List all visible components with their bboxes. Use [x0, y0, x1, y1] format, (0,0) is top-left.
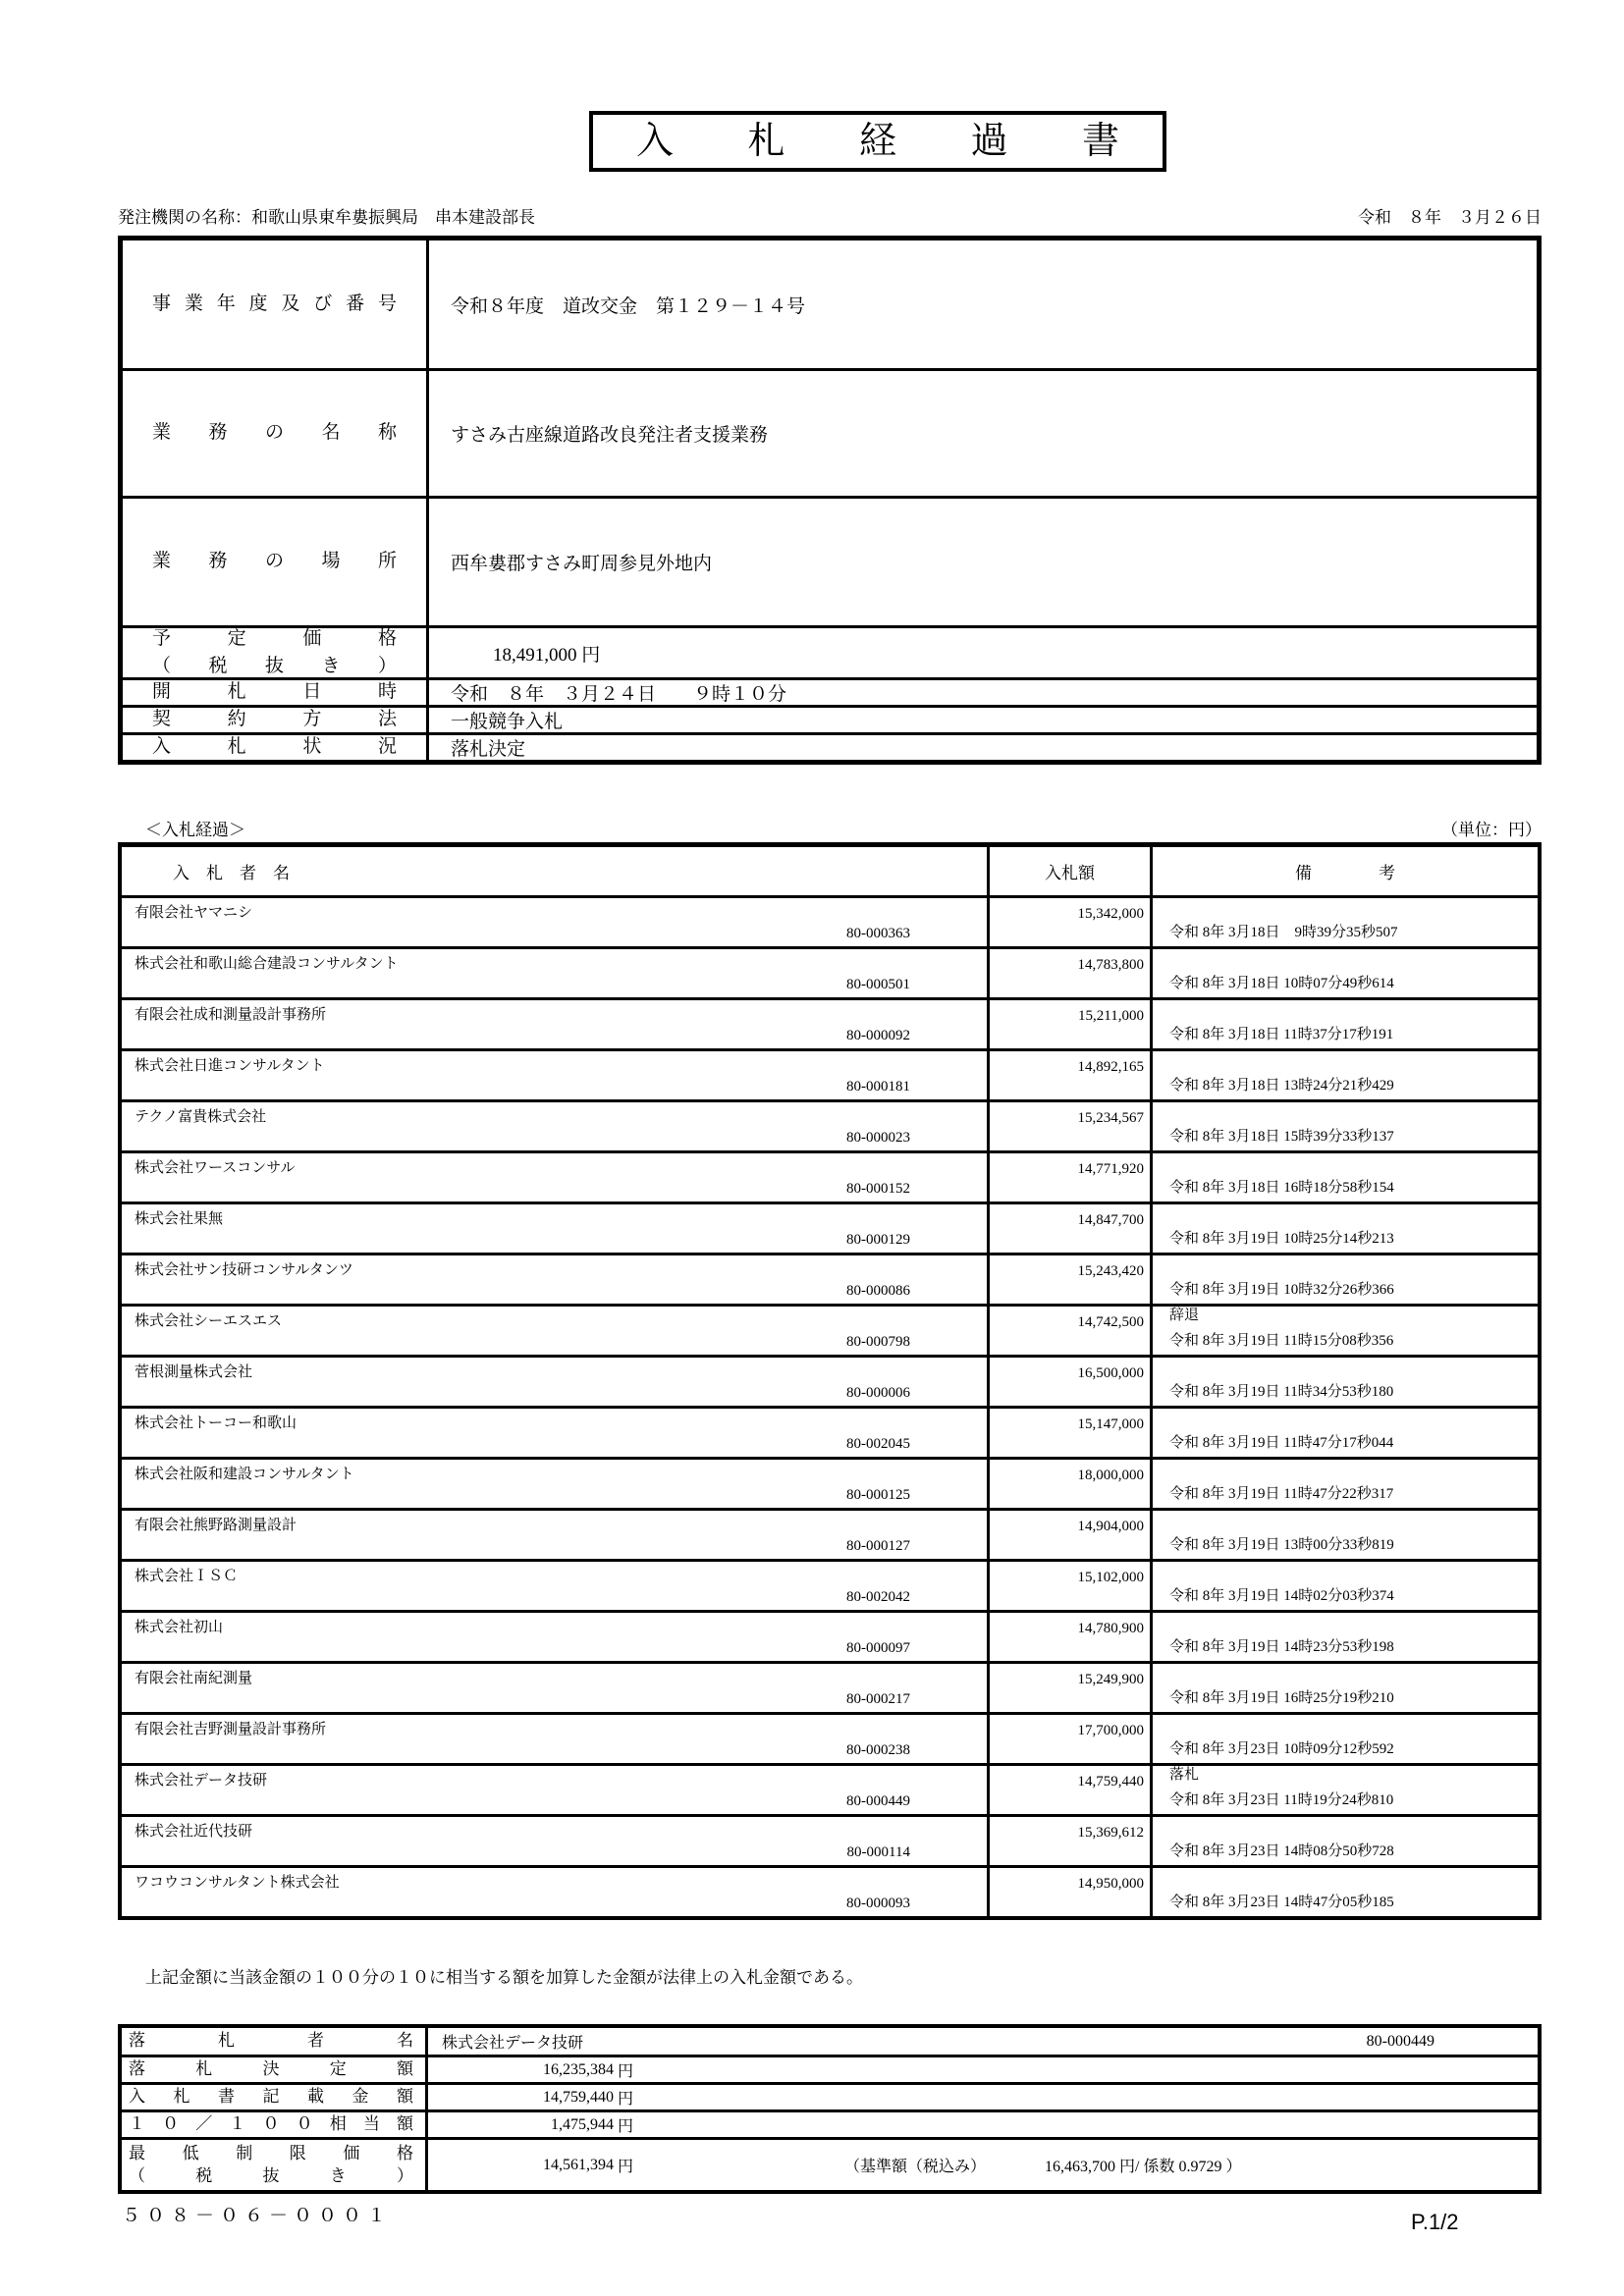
info-value: 一般競争入札 [451, 712, 564, 732]
bid-amount: 15,249,900 [990, 1664, 1153, 1712]
bid-amount: 18,000,000 [990, 1460, 1153, 1508]
bid-table-row [122, 1865, 1538, 1916]
summary-row-decision-amount [122, 2055, 1538, 2082]
summary-row-winner [122, 2028, 1538, 2055]
page-number: P.1/2 [1411, 2210, 1459, 2234]
bidder-code: 80-002045 [846, 1436, 910, 1452]
bidder-name: 株式会社和歌山総合建設コンサルタント [135, 956, 399, 972]
bidder-name: 株式会社サン技研コンサルタンツ [135, 1262, 353, 1278]
bidder-name: 株式会社日進コンサルタント [135, 1058, 325, 1074]
bid-datetime: 令和 8年 3月18日 15時39分33秒137 [1169, 1129, 1394, 1145]
bid-amount: 14,742,500 [990, 1307, 1153, 1355]
award-summary-table [118, 2024, 1542, 2194]
bid-table-row [122, 1814, 1538, 1865]
bidder-code: 80-000238 [846, 1742, 910, 1758]
info-value: すさみ古座線道路改良発注者支援業務 [451, 425, 769, 446]
summary-label-sub: （ 税 抜 き ） [129, 2165, 413, 2185]
bid-table-row [122, 1253, 1538, 1304]
document-code: ５０８－０６－０００１ [122, 2206, 393, 2226]
bid-amount: 15,147,000 [990, 1409, 1153, 1457]
bidder-code: 80-000093 [846, 1896, 910, 1911]
remark-note: 落札 [1169, 1767, 1200, 1783]
bid-amount: 14,950,000 [990, 1868, 1153, 1916]
bidder-name: 有限会社熊野路測量設計 [135, 1518, 298, 1533]
bid-amount: 14,904,000 [990, 1511, 1153, 1559]
bid-table-row [122, 946, 1538, 997]
bidder-code: 80-000501 [846, 977, 910, 992]
bid-datetime: 令和 8年 3月23日 11時19分24秒810 [1169, 1792, 1394, 1808]
col-header-bidder-name: 入 札 者 名 [122, 847, 990, 895]
bid-amount: 14,892,165 [990, 1051, 1153, 1099]
bid-table-row [122, 1559, 1538, 1610]
bidder-code: 80-000798 [846, 1334, 910, 1350]
bidder-name: 株式会社シーエスエス [135, 1313, 283, 1329]
bid-table-row [122, 895, 1538, 946]
bid-amount: 14,847,700 [990, 1204, 1153, 1253]
bid-table-row [122, 1712, 1538, 1763]
bidder-name: 有限会社成和測量設計事務所 [135, 1007, 327, 1023]
bidder-name: ワコウコンサルタント株式会社 [135, 1875, 340, 1891]
unit-yen: 円 [618, 2118, 634, 2135]
info-row-opening-datetime [123, 677, 1537, 705]
bidder-name: 有限会社南紀測量 [135, 1671, 253, 1686]
bid-datetime: 令和 8年 3月18日 16時18分58秒154 [1169, 1180, 1394, 1196]
bid-table-header [122, 847, 1538, 895]
summary-row-minimum-price [122, 2137, 1538, 2190]
info-row-project-number [123, 240, 1537, 368]
bid-datetime: 令和 8年 3月19日 11時15分08秒356 [1169, 1333, 1394, 1349]
bidder-name: 菅根測量株式会社 [135, 1364, 253, 1380]
bid-amount: 15,342,000 [990, 898, 1153, 946]
info-label: 開 札 日 時 [152, 681, 397, 703]
col-header-remark: 備 考 [1295, 864, 1395, 882]
summary-label: 落 札 決 定 額 [129, 2059, 413, 2079]
bid-section-heading: ＜入札経過＞ [145, 821, 245, 839]
bid-datetime: 令和 8年 3月19日 11時34分53秒180 [1169, 1384, 1394, 1400]
bid-table-row [122, 1150, 1538, 1201]
bidder-name: 株式会社果無 [135, 1211, 224, 1227]
bid-amount: 14,780,900 [990, 1613, 1153, 1661]
info-value: 西牟婁郡すさみ町周参見外地内 [451, 554, 713, 574]
base-amount-value: 16,463,700 円/ 係数 0.9729 ） [1045, 2159, 1242, 2175]
bid-datetime: 令和 8年 3月19日 11時47分17秒044 [1169, 1435, 1394, 1451]
bid-datetime: 令和 8年 3月19日 11時47分22秒317 [1169, 1486, 1394, 1502]
bid-table-row [122, 1508, 1538, 1559]
bid-datetime: 令和 8年 3月19日 13時00分33秒819 [1169, 1537, 1394, 1553]
bid-amount: 17,700,000 [990, 1715, 1153, 1763]
bidder-code: 80-000217 [846, 1691, 910, 1707]
bid-table-body [122, 895, 1538, 1916]
bidder-name: 株式会社初山 [135, 1620, 224, 1635]
bid-table-row [122, 1457, 1538, 1508]
bid-amount: 14,771,920 [990, 1153, 1153, 1201]
bid-table-row [122, 1048, 1538, 1099]
issuer-name: 発注機関の名称：和歌山県東牟婁振興局 串本建設部長 [118, 208, 535, 227]
summary-label: 最 低 制 限 価 格 [129, 2143, 413, 2163]
minimum-price-amount: 14,561,394 [543, 2156, 614, 2173]
unit-note: （単位：円） [1441, 821, 1542, 839]
bidder-code: 80-000152 [846, 1181, 910, 1197]
bid-amount: 15,243,420 [990, 1255, 1153, 1304]
info-label: 事 業 年 度 及 び 番 号 [152, 293, 397, 314]
bid-datetime: 令和 8年 3月19日 10時32分26秒366 [1169, 1282, 1394, 1298]
bid-datetime: 令和 8年 3月18日 11時37分17秒191 [1169, 1027, 1394, 1042]
bid-amount: 15,369,612 [990, 1817, 1153, 1865]
bid-table [118, 842, 1542, 1920]
bid-datetime: 令和 8年 3月18日 9時39分35秒507 [1169, 925, 1398, 940]
bidder-name: 株式会社ＩＳＣ [135, 1569, 239, 1584]
winner-name: 株式会社データ技研 [442, 2035, 584, 2052]
info-row-project-location [123, 496, 1537, 625]
winner-code: 80-000449 [1366, 2032, 1435, 2050]
bid-datetime: 令和 8年 3月18日 13時24分21秒429 [1169, 1078, 1394, 1094]
unit-yen: 円 [618, 2063, 634, 2080]
bid-table-row [122, 1763, 1538, 1814]
bid-table-row [122, 1661, 1538, 1712]
bid-datetime: 令和 8年 3月18日 10時07分49秒614 [1169, 976, 1394, 991]
info-label: 業 務 の 名 称 [152, 422, 397, 444]
info-value: 落札決定 [451, 739, 526, 760]
written-amount: 14,759,440 [543, 2088, 614, 2106]
bidder-code: 80-000006 [846, 1385, 910, 1401]
bidder-code: 80-002042 [846, 1589, 910, 1605]
bid-datetime: 令和 8年 3月23日 10時09分12秒592 [1169, 1741, 1394, 1757]
bid-section-heading-row [118, 816, 1542, 840]
bid-datetime: 令和 8年 3月23日 14時08分50秒728 [1169, 1843, 1394, 1859]
decision-amount: 16,235,384 [543, 2060, 614, 2078]
bid-datetime: 令和 8年 3月19日 16時25分19秒210 [1169, 1690, 1394, 1706]
project-info-table [118, 236, 1542, 765]
base-amount-label: （基準額（税込み） [844, 2159, 987, 2175]
bidder-name: 株式会社阪和建設コンサルタント [135, 1467, 354, 1482]
info-value: 令和８年度 道改交金 第１２９－１４号 [451, 295, 806, 317]
bidder-code: 80-000023 [846, 1130, 910, 1146]
bidder-code: 80-000449 [846, 1793, 910, 1809]
remark-note: 辞退 [1169, 1308, 1200, 1323]
bid-amount: 15,211,000 [990, 1000, 1153, 1048]
bidder-code: 80-000181 [846, 1079, 910, 1095]
info-label: 予 定 価 格 [152, 627, 397, 649]
bid-amount: 14,759,440 [990, 1766, 1153, 1814]
bidder-code: 80-000125 [846, 1487, 910, 1503]
bidder-name: 株式会社近代技研 [135, 1824, 253, 1840]
bidder-name: 株式会社トーコー和歌山 [135, 1415, 298, 1431]
summary-label: １ ０ ／ １ ０ ０ 相 当 額 [129, 2114, 413, 2134]
bidder-code: 80-000086 [846, 1283, 910, 1299]
col-header-bid-amount: 入札額 [990, 847, 1153, 895]
bidder-code: 80-000129 [846, 1232, 910, 1248]
document-title-box [589, 111, 1166, 172]
info-label-sub: （ 税 抜 き ） [152, 656, 397, 676]
summary-label: 落 札 者 名 [129, 2031, 413, 2051]
bid-table-row [122, 1304, 1538, 1355]
bid-datetime: 令和 8年 3月19日 10時25分14秒213 [1169, 1231, 1394, 1247]
summary-label: 入 札 書 記 載 金 額 [129, 2087, 413, 2107]
info-label: 契 約 方 法 [152, 709, 397, 730]
bid-table-row [122, 1201, 1538, 1253]
info-row-bid-status [123, 732, 1537, 760]
bidder-name: 株式会社ワースコンサル [135, 1160, 296, 1176]
bid-datetime: 令和 8年 3月23日 14時47分05秒185 [1169, 1895, 1394, 1910]
bid-table-row [122, 1099, 1538, 1150]
info-row-project-name [123, 368, 1537, 496]
document-date: 令和 ８年 ３月２６日 [1358, 208, 1542, 227]
unit-yen: 円 [618, 2159, 634, 2175]
bidder-code: 80-000363 [846, 926, 910, 941]
bid-table-row [122, 997, 1538, 1048]
bid-amount: 15,102,000 [990, 1562, 1153, 1610]
bid-datetime: 令和 8年 3月19日 14時23分53秒198 [1169, 1639, 1394, 1655]
bidder-name: 有限会社吉野測量設計事務所 [135, 1722, 327, 1737]
bid-amount: 16,500,000 [990, 1358, 1153, 1406]
ten-per-hundred-amount: 1,475,944 [551, 2115, 614, 2133]
bidder-name: テクノ富貴株式会社 [135, 1109, 267, 1125]
bid-table-row [122, 1610, 1538, 1661]
bidder-code: 80-000092 [846, 1028, 910, 1043]
document-title: 入 札 経 過 書 [636, 121, 1119, 162]
info-row-planned-price [123, 625, 1537, 677]
bidder-name: 有限会社ヤマニシ [135, 905, 253, 921]
legal-note: 上記金額に当該金額の１００分の１０に相当する額を加算した金額が法律上の入札金額である。 [145, 1968, 863, 1987]
bid-amount: 15,234,567 [990, 1102, 1153, 1150]
info-row-contract-method [123, 705, 1537, 732]
info-label: 入 札 状 況 [152, 736, 397, 758]
bid-datetime: 令和 8年 3月19日 14時02分03秒374 [1169, 1588, 1394, 1604]
summary-row-ten-per-hundred [122, 2109, 1538, 2137]
bidder-code: 80-000097 [846, 1640, 910, 1656]
info-value: 令和 ８年 ３月２４日 ９時１０分 [451, 684, 787, 705]
bidder-name: 株式会社データ技研 [135, 1773, 268, 1789]
summary-row-written-amount [122, 2082, 1538, 2109]
header-line [118, 206, 1542, 230]
bid-table-row [122, 1406, 1538, 1457]
bid-amount: 14,783,800 [990, 949, 1153, 997]
info-label: 業 務 の 場 所 [152, 551, 397, 572]
bid-table-row [122, 1355, 1538, 1406]
unit-yen: 円 [618, 2091, 634, 2108]
bidder-code: 80-000114 [846, 1844, 910, 1860]
bidder-code: 80-000127 [846, 1538, 910, 1554]
info-value: 18,491,000 円 [493, 644, 601, 666]
